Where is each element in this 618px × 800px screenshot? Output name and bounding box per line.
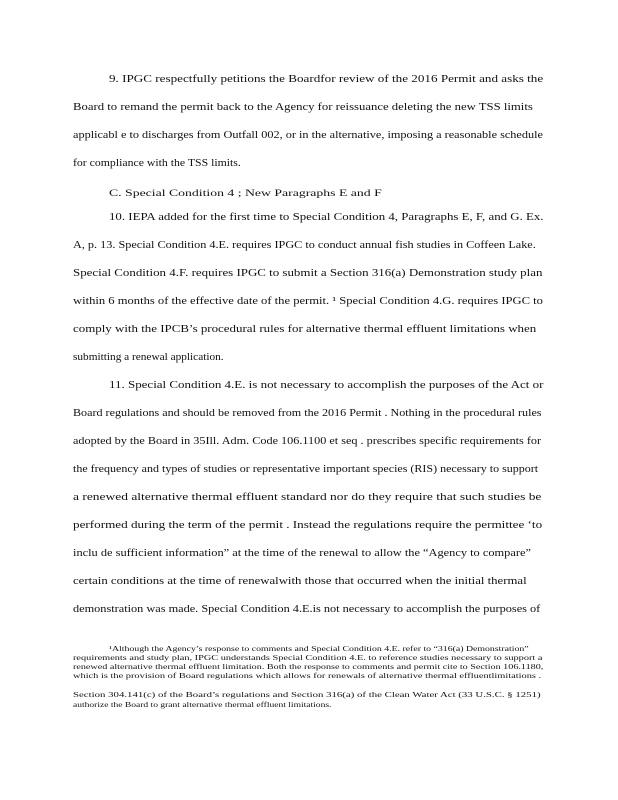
body-line: Board regulations and should be removed from the 2016 Permit . Nothing in the procedural rules — [73, 407, 542, 419]
body-line: adopted by the Board in 35Ill. Adm. Code 106.1100 et seq . prescribes specific requirements for — [73, 435, 542, 447]
body-line: performed during the term of the permit . Instead the regulations require the permittee ‘to — [73, 519, 543, 531]
body-line: applicabl e to discharges from Outfall 002, or in the alternative, imposing a reasonable schedule — [73, 129, 543, 141]
body-line: 10. IEPA added for the first time to Special Condition 4, Paragraphs E, F, and G. Ex. — [109, 211, 544, 223]
body-line: 11. Special Condition 4.E. is not necessary to accomplish the purposes of the Act or — [109, 379, 544, 391]
body-line: A, p. 13. Special Condition 4.E. requires IPGC to conduct annual fish studies in Coffeen Lake. — [73, 239, 536, 251]
body-line: for compliance with the TSS limits. — [73, 157, 241, 169]
body-line: the frequency and types of studies or representative important species (RIS) necessary to support — [73, 463, 539, 475]
body-line: demonstration was made. Special Condition 4.E.is not necessary to accomplish the purposes of — [73, 603, 541, 615]
footnote-line: Section 304.141(c) of the Board’s regulations and Section 316(a) of the Clean Water Act (33 U.S.C. § 1251) — [73, 690, 541, 699]
section-heading: C. Special Condition 4 ; New Paragraphs E and F — [109, 188, 382, 198]
footnote-line: authorize the Board to grant alternative thermal effluent limitations. — [73, 700, 332, 709]
body-line: 9. IPGC respectfully petitions the Boardfor review of the 2016 Permit and asks the — [109, 73, 544, 85]
footnote-separator — [73, 638, 193, 639]
footnote-line: renewed alternative thermal effluent limitation. Both the response to comments and permit cite to Section 106.1180, — [73, 662, 544, 671]
footnote-line: ¹Although the Agency’s response to comments and Special Condition 4.E. refer to “316(a) Demonstration” — [109, 644, 529, 653]
body-line: certain conditions at the time of renewalwith those that occurred when the initial thermal — [73, 575, 527, 587]
body-line: Board to remand the permit back to the Agency for reissuance deleting the new TSS limits — [73, 101, 533, 113]
body-line: a renewed alternative thermal effluent standard nor do they require that such studies be — [73, 491, 542, 503]
footnote-line: requirements and study plan, IPGC understands Special Condition 4.E. to reference studies necessary to support a — [73, 653, 543, 662]
body-line: Special Condition 4.F. requires IPGC to submit a Section 316(a) Demonstration study plan — [73, 267, 543, 279]
footnote-line: which is the provision of Board regulations which allows for renewals of alternative thermal effluentlimitations . — [73, 671, 542, 680]
body-line: within 6 months of the effective date of the permit. ¹ Special Condition 4.G. requires IPGC to — [73, 295, 543, 307]
body-line: submitting a renewal application. — [73, 351, 224, 363]
body-line: inclu de sufficient information” at the time of the renewal to allow the “Agency to compare” — [73, 547, 531, 559]
body-line: comply with the IPCB’s procedural rules for alternative thermal effluent limitations when — [73, 323, 537, 335]
